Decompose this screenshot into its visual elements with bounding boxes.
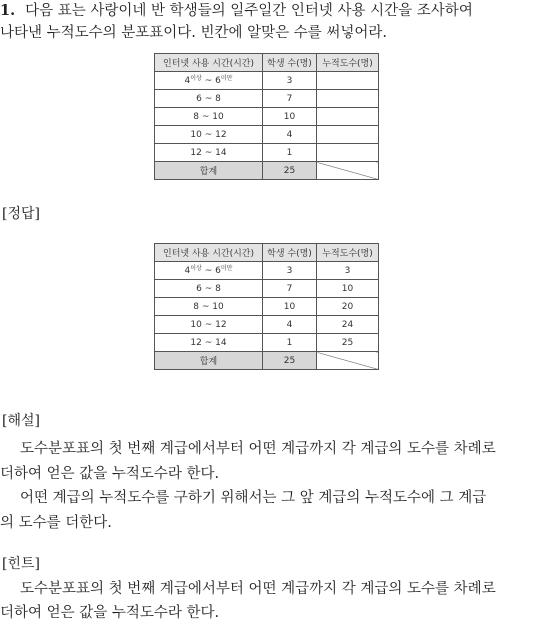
header-time: 인터넷 사용 시간(시간) bbox=[155, 244, 263, 262]
table-row bbox=[155, 126, 379, 144]
class-interval: $4^{이상}$ ~ $6^{미만}$ bbox=[155, 72, 263, 90]
class-interval: 10 ~ 12 bbox=[155, 126, 263, 144]
cumulative-cell: 24 bbox=[317, 316, 379, 334]
table-header-row bbox=[155, 244, 379, 262]
cumulative-blank-cell[interactable] bbox=[317, 126, 379, 144]
explanation-line-3: 어떤 계급의 누적도수를 구하기 위해서는 그 앞 계급의 누적도수에 그 계급 bbox=[20, 490, 487, 506]
frequency-cell: 1 bbox=[263, 144, 317, 162]
total-count: 25 bbox=[263, 162, 317, 180]
class-interval: 8 ~ 10 bbox=[155, 298, 263, 316]
class-interval: 6 ~ 8 bbox=[155, 280, 263, 298]
cumulative-cell: 3 bbox=[317, 262, 379, 280]
class-interval: 10 ~ 12 bbox=[155, 316, 263, 334]
class-interval: 6 ~ 8 bbox=[155, 90, 263, 108]
header-count: 학생 수(명) bbox=[263, 54, 317, 72]
table-row bbox=[155, 108, 379, 126]
total-label: 합계 bbox=[155, 352, 263, 370]
table-row bbox=[155, 334, 379, 352]
frequency-cell: 1 bbox=[263, 334, 317, 352]
explanation-label: [해설] bbox=[2, 413, 40, 429]
table-row bbox=[155, 316, 379, 334]
frequency-cell: 3 bbox=[263, 262, 317, 280]
frequency-cell: 10 bbox=[263, 108, 317, 126]
table-row bbox=[155, 90, 379, 108]
header-cumulative: 누적도수(명) bbox=[317, 244, 379, 262]
table-total-row bbox=[155, 162, 379, 180]
table-total-row bbox=[155, 352, 379, 370]
frequency-cell: 3 bbox=[263, 72, 317, 90]
frequency-cell: 4 bbox=[263, 126, 317, 144]
total-label: 합계 bbox=[155, 162, 263, 180]
cumulative-blank-cell[interactable] bbox=[317, 72, 379, 90]
question-text-1: 다음 표는 사랑이네 반 학생들의 일주일간 인터넷 사용 시간을 조사하여 bbox=[25, 3, 473, 19]
cumulative-cell: 10 bbox=[317, 280, 379, 298]
header-time: 인터넷 사용 시간(시간) bbox=[155, 54, 263, 72]
class-interval: 12 ~ 14 bbox=[155, 144, 263, 162]
class-interval: $4^{이상}$ ~ $6^{미만}$ bbox=[155, 262, 263, 280]
table-header-row bbox=[155, 54, 379, 72]
question-number: 1. bbox=[0, 2, 16, 19]
table-row bbox=[155, 280, 379, 298]
cumulative-blank-cell[interactable] bbox=[317, 144, 379, 162]
frequency-cell: 4 bbox=[263, 316, 317, 334]
class-interval: 8 ~ 10 bbox=[155, 108, 263, 126]
answer-label: [정답] bbox=[2, 206, 40, 222]
frequency-cell: 10 bbox=[263, 298, 317, 316]
cumulative-blank-cell[interactable] bbox=[317, 108, 379, 126]
table-row bbox=[155, 298, 379, 316]
explanation-line-1: 도수분포표의 첫 번째 계급에서부터 어떤 계급까지 각 계급의 도수를 차례로 bbox=[20, 441, 496, 457]
question-line-2 bbox=[0, 22, 387, 44]
question-frequency-table bbox=[154, 53, 379, 180]
cumulative-blank-cell[interactable] bbox=[317, 90, 379, 108]
diagonal-slash-cell bbox=[317, 352, 379, 370]
answer-frequency-table bbox=[154, 243, 379, 370]
question-line-1 bbox=[0, 0, 473, 22]
table-row bbox=[155, 144, 379, 162]
header-count: 학생 수(명) bbox=[263, 244, 317, 262]
cumulative-cell: 25 bbox=[317, 334, 379, 352]
frequency-cell: 7 bbox=[263, 280, 317, 298]
explanation-line-4: 의 도수를 더한다. bbox=[0, 515, 112, 531]
hint-line-2: 더하여 얻은 값을 누적도수라 한다. bbox=[0, 605, 220, 621]
table-row bbox=[155, 262, 379, 280]
explanation-line-2: 더하여 얻은 값을 누적도수라 한다. bbox=[0, 466, 220, 482]
hint-line-1: 도수분포표의 첫 번째 계급에서부터 어떤 계급까지 각 계급의 도수를 차례로 bbox=[20, 581, 496, 597]
question-text-2: 나타낸 누적도수의 분포표이다. 빈칸에 알맞은 수를 써넣어라. bbox=[0, 25, 388, 41]
class-interval: 12 ~ 14 bbox=[155, 334, 263, 352]
cumulative-cell: 20 bbox=[317, 298, 379, 316]
hint-label: [힌트] bbox=[2, 556, 40, 572]
table-row bbox=[155, 72, 379, 90]
total-count: 25 bbox=[263, 352, 317, 370]
frequency-cell: 7 bbox=[263, 90, 317, 108]
header-cumulative: 누적도수(명) bbox=[317, 54, 379, 72]
diagonal-slash-cell bbox=[317, 162, 379, 180]
